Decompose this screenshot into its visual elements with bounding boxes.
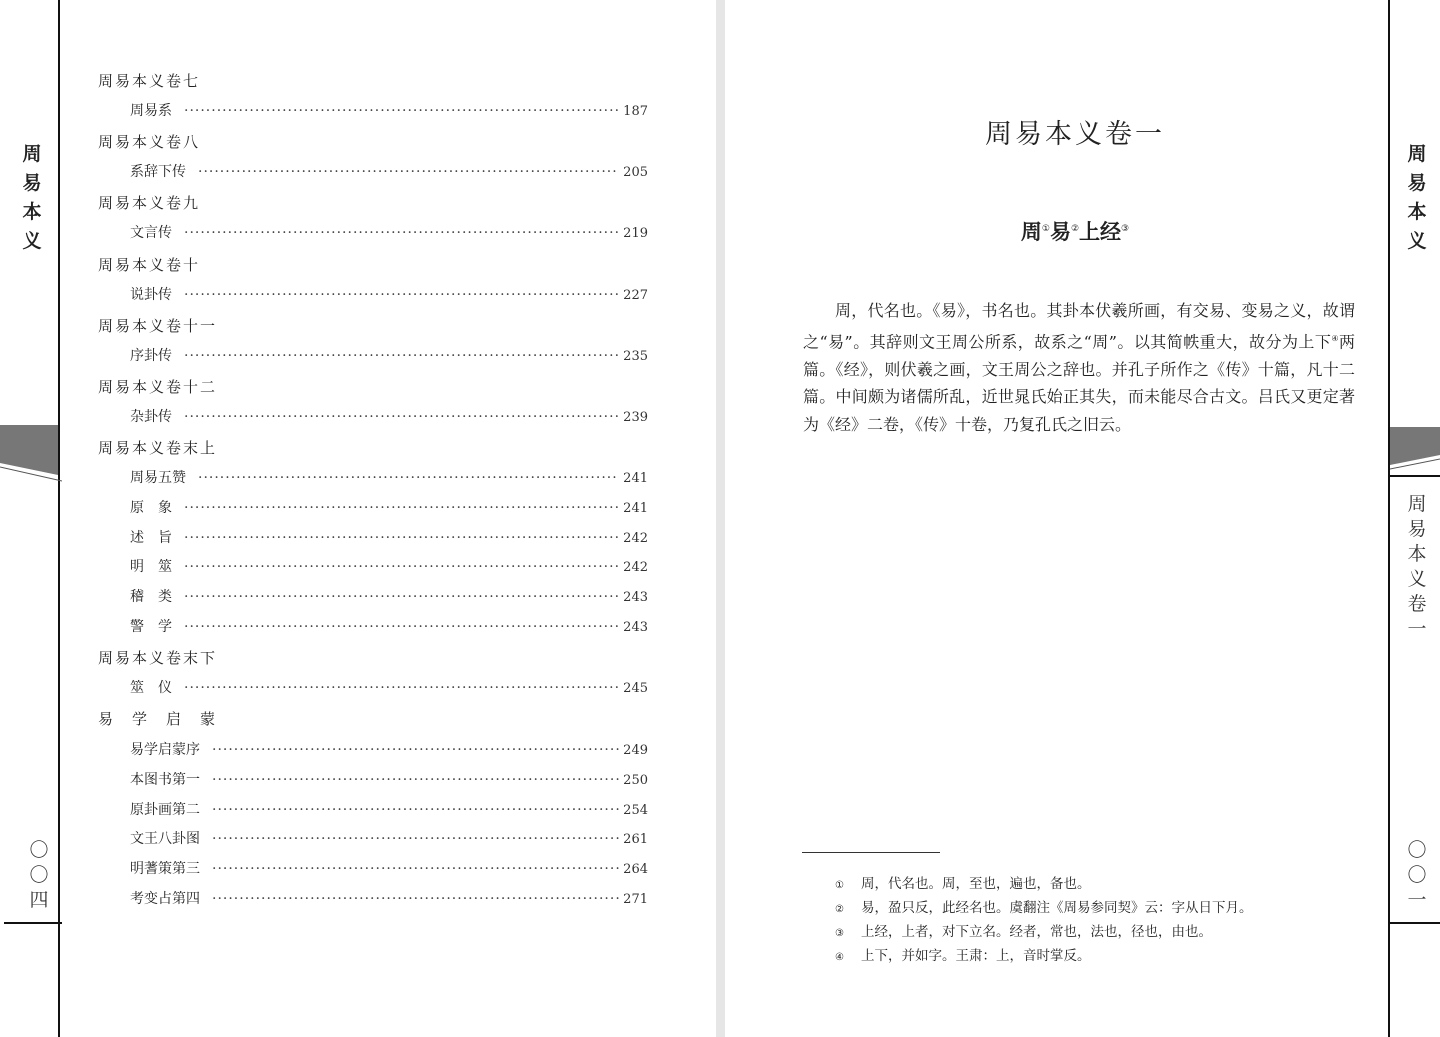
toc-page-number: 242 [623, 530, 648, 546]
toc-entry[interactable] [130, 222, 648, 242]
toc-heading: 周易本义卷八 [98, 133, 201, 152]
dot-leader [198, 164, 619, 180]
footnote-text: 易，盈只反，此经名也。虞翻注《周易参同契》云：字从日下月。 [861, 900, 1253, 916]
toc-entry-label: 考变占第四 [130, 890, 200, 907]
toc-entry[interactable] [130, 799, 648, 819]
footnote [835, 920, 1212, 940]
toc-page-number: 242 [623, 560, 648, 576]
dot-leader [212, 742, 619, 758]
toc-entry-label: 述 旨 [130, 529, 172, 546]
toc-entry[interactable] [130, 161, 648, 181]
dot-leader [184, 348, 619, 364]
toc-entry[interactable] [130, 677, 648, 697]
toc-heading: 周易本义卷末上 [98, 439, 218, 458]
dot-leader [184, 500, 619, 516]
dot-leader [184, 619, 619, 635]
page-number: 〇 〇 一 [1407, 839, 1427, 911]
toc-page-number: 264 [623, 861, 648, 877]
footnote-text: 上下，并如字。王肃：上，音时掌反。 [861, 948, 1091, 964]
footnote-marker: ② [835, 904, 844, 915]
toc-heading: 周易本义卷七 [98, 72, 201, 90]
toc-entry-label: 原 象 [130, 499, 172, 516]
toc-page-number: 235 [623, 348, 648, 364]
toc-entry-label: 本图书第一 [130, 771, 200, 788]
toc-heading: 周易本义卷末下 [98, 648, 218, 667]
toc-heading: 易 学 启 蒙 [98, 710, 218, 729]
margin-rule [1388, 0, 1390, 1037]
toc-entry-label: 原卦画第二 [130, 801, 200, 818]
toc-page-number: 249 [623, 743, 648, 759]
toc-entry-label: 文王八卦图 [130, 831, 200, 848]
toc-entry[interactable] [130, 284, 648, 304]
toc-entry-label: 稽 类 [130, 589, 172, 605]
footnote [835, 896, 1253, 916]
thumb-tab [0, 425, 62, 485]
footnote-rule [802, 852, 940, 853]
toc-page-number: 254 [623, 802, 648, 818]
footer-rule [4, 922, 62, 924]
toc-entry[interactable] [130, 345, 648, 365]
toc-page-number: 245 [623, 680, 648, 696]
toc-entry[interactable] [130, 497, 648, 517]
dot-leader [184, 225, 619, 241]
toc-entry-label: 系辞下传 [130, 164, 186, 181]
dot-leader [212, 772, 619, 788]
dot-leader [184, 409, 619, 425]
dot-leader [184, 680, 619, 696]
toc-entry[interactable] [130, 858, 648, 878]
toc-entry[interactable] [130, 100, 648, 120]
toc-entry[interactable] [130, 616, 648, 636]
toc-entry[interactable] [130, 406, 648, 426]
dot-leader [212, 891, 619, 907]
toc-heading: 周易本义卷十 [98, 255, 201, 274]
toc-heading: 周易本义卷十一 [98, 316, 218, 335]
dot-leader [184, 530, 619, 546]
divider [1390, 475, 1440, 477]
toc-page-number: 227 [623, 287, 648, 303]
toc-entry[interactable] [130, 739, 648, 759]
section-title: 周①易②上经③ [1020, 220, 1130, 244]
page-number: 〇 〇 四 [29, 839, 49, 911]
toc-page-number: 250 [623, 772, 648, 788]
toc-page-number: 261 [623, 832, 648, 848]
dot-leader [184, 287, 619, 303]
toc-entry[interactable] [130, 586, 648, 606]
dot-leader [184, 103, 619, 119]
dot-leader [184, 559, 619, 575]
body-paragraph: 周，代名也。《易》，书名也。其卦本伏羲所画，有交易、变易之义，故谓之“易”。其辞则文王周公所系，故系之“周”。以其简帙重大，故分为上下④两篇。《经》，则伏羲之画，文王周公之辞也。并孔子所作之《传》十篇，凡十二篇。中间颇为诸儒所乱，近世晁氏始正其失，而未能尽合古文。吕氏又更定著为《经》二卷，《传》十卷，乃复孔氏之旧云。 [803, 301, 1355, 434]
toc-page-number: 187 [623, 104, 648, 119]
toc-entry-label: 周易系 [130, 103, 172, 119]
spine-title: 周 易 本 义 [1407, 143, 1427, 252]
toc-entry-label: 筮 仪 [130, 679, 172, 696]
toc-entry[interactable] [130, 769, 648, 789]
toc-page-number: 271 [623, 891, 648, 907]
footer-rule [1390, 922, 1440, 924]
toc-entry-label: 文言传 [130, 225, 172, 242]
right-page [725, 0, 1440, 1037]
toc-entry-label: 警 学 [130, 618, 172, 635]
dot-leader [212, 861, 619, 877]
chapter-title: 周易本义卷一 [985, 119, 1165, 150]
footnote-marker: ① [835, 880, 844, 891]
footnote [835, 944, 1091, 964]
toc-entry[interactable] [130, 828, 648, 848]
footnote-marker: ③ [835, 928, 844, 939]
toc-entry[interactable] [130, 888, 648, 908]
book-gutter [716, 0, 725, 1037]
dot-leader [212, 802, 619, 818]
dot-leader [198, 470, 619, 486]
toc-entry-label: 易学启蒙序 [130, 742, 200, 759]
toc-page-number: 241 [623, 471, 648, 487]
toc-entry[interactable] [130, 556, 648, 576]
thumb-tab [1390, 425, 1440, 475]
toc-entry-label: 说卦传 [130, 286, 172, 303]
running-head: 周 易 本 义 卷 一 [1407, 493, 1427, 640]
footnote-text: 上经，上者，对下立名。经者，常也，法也，径也，由也。 [861, 924, 1212, 940]
toc-entry-label: 明 筮 [130, 559, 172, 576]
toc-page-number: 205 [623, 165, 648, 181]
dot-leader [184, 589, 619, 605]
left-page [0, 0, 716, 1037]
toc-entry[interactable] [130, 467, 648, 487]
footnote [835, 872, 1091, 892]
toc-entry[interactable] [130, 527, 648, 547]
toc-page-number: 243 [623, 619, 648, 635]
toc-heading: 周易本义卷九 [98, 194, 201, 213]
margin-rule [58, 0, 60, 1037]
toc-page-number: 243 [623, 590, 648, 605]
toc-heading: 周易本义卷十二 [98, 378, 218, 396]
spine-title: 周 易 本 义 [22, 143, 42, 252]
footnote-marker: ④ [835, 952, 844, 963]
toc-entry-label: 杂卦传 [130, 409, 172, 425]
footnote-text: 周，代名也。周，至也，遍也，备也。 [861, 876, 1091, 892]
dot-leader [212, 831, 619, 847]
toc-page-number: 219 [623, 226, 648, 242]
toc-page-number: 239 [623, 410, 648, 425]
toc-page-number: 241 [623, 500, 648, 516]
toc-entry-label: 序卦传 [130, 347, 172, 364]
toc-entry-label: 周易五赞 [130, 470, 186, 487]
toc-entry-label: 明蓍策第三 [130, 860, 200, 877]
